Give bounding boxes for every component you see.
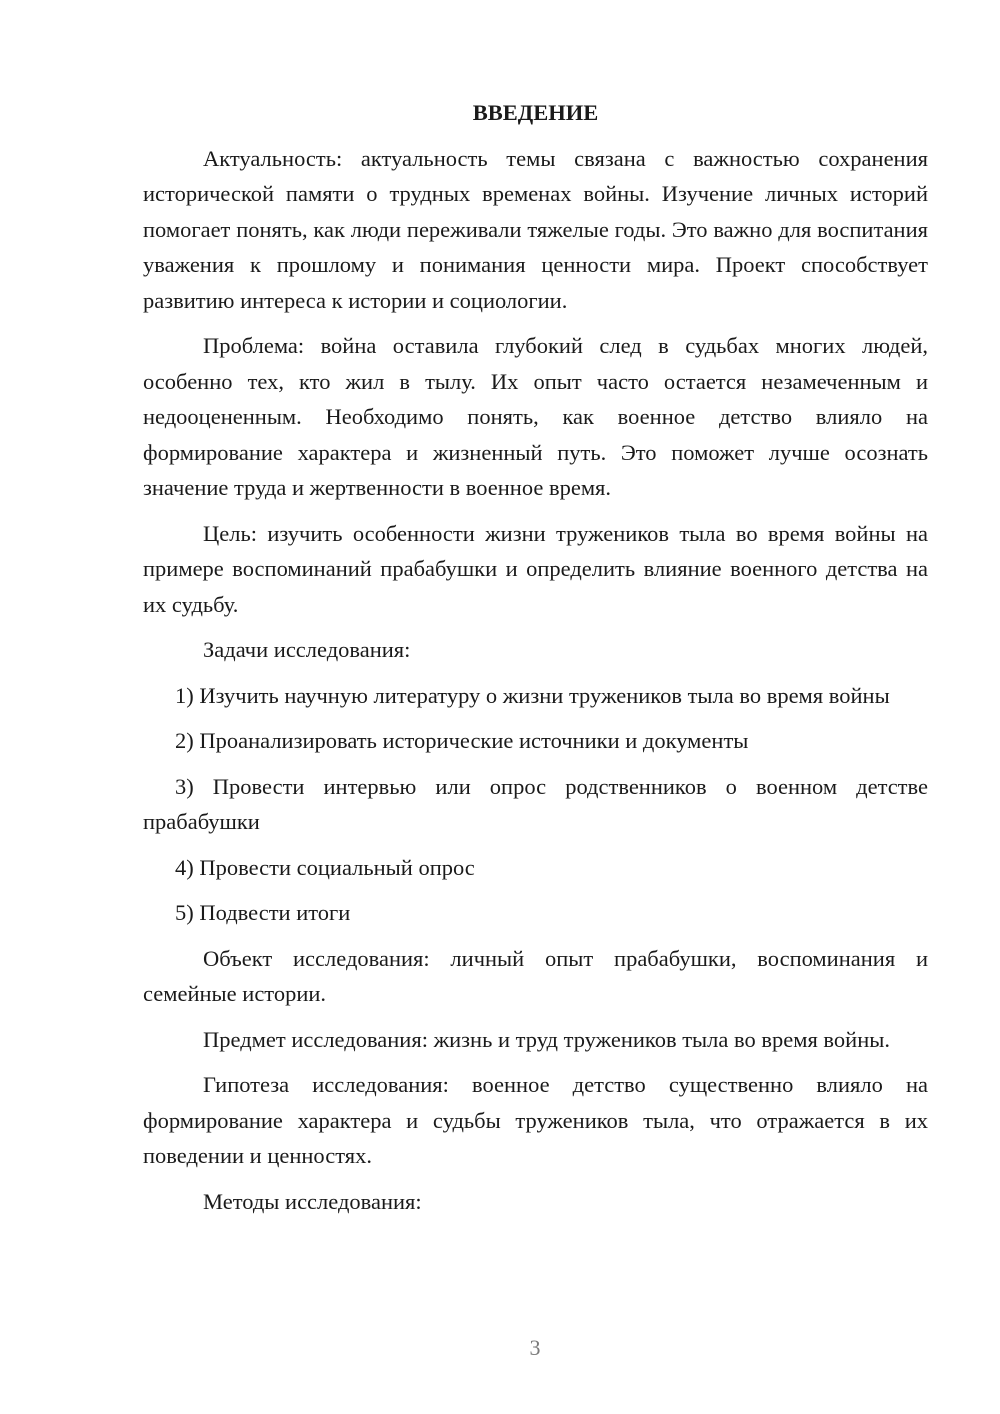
paragraph-subject: Предмет исследования: жизнь и труд тружеников тыла во время войны. xyxy=(203,1026,890,1052)
paragraph-relevance: Актуальность: актуальность темы связана с важностью сохранения исторической памяти о трудных временах войны. Изучение личных историй помогает понять, как люди переживали тяжелые годы. Это важно для воспитания уважения к прошлому и понимания ценности мира. Проект способствует развитию интереса к истории и социологии. xyxy=(143,145,928,313)
paragraph-problem: Проблема: война оставила глубокий след в судьбах многих людей, особенно тех, кто жил в тылу. Их опыт часто остается незамеченным и недооцененным. Необходимо понять, как военное детство влияло на формирование характера и жизненный путь. Это поможет лучше осознать значение труда и жертвенности в военное время. xyxy=(143,333,928,500)
task-item-3: 3) Провести интервью или опрос родственников о военном детстве прабабушки xyxy=(143,773,928,834)
section-heading: ВВЕДЕНИЕ xyxy=(472,100,599,125)
tasks-title: Задачи исследования: xyxy=(203,637,411,662)
task-item-4: 4) Провести социальный опрос xyxy=(175,854,475,880)
page-content xyxy=(143,95,928,1229)
task-item-5: 5) Подвести итоги xyxy=(175,900,351,925)
task-item-2: 2) Проанализировать исторические источники и документы xyxy=(175,728,749,753)
methods-title: Методы исследования: xyxy=(203,1188,422,1214)
paragraph-hypothesis: Гипотеза исследования: военное детство существенно влияло на формирование характера и судьбы тружеников тыла, что отражается в их поведении и ценностях. xyxy=(143,1072,928,1168)
page-number: 3 xyxy=(529,1335,541,1360)
paragraph-goal: Цель: изучить особенности жизни тружеников тыла во время войны на примере воспоминаний прабабушки и определить влияние военного детства на их судьбу. xyxy=(143,520,928,617)
task-item-1: 1) Изучить научную литературу о жизни тружеников тыла во время войны xyxy=(175,682,890,708)
paragraph-object: Объект исследования: личный опыт прабабушки, воспоминания и семейные истории. xyxy=(143,945,928,1006)
